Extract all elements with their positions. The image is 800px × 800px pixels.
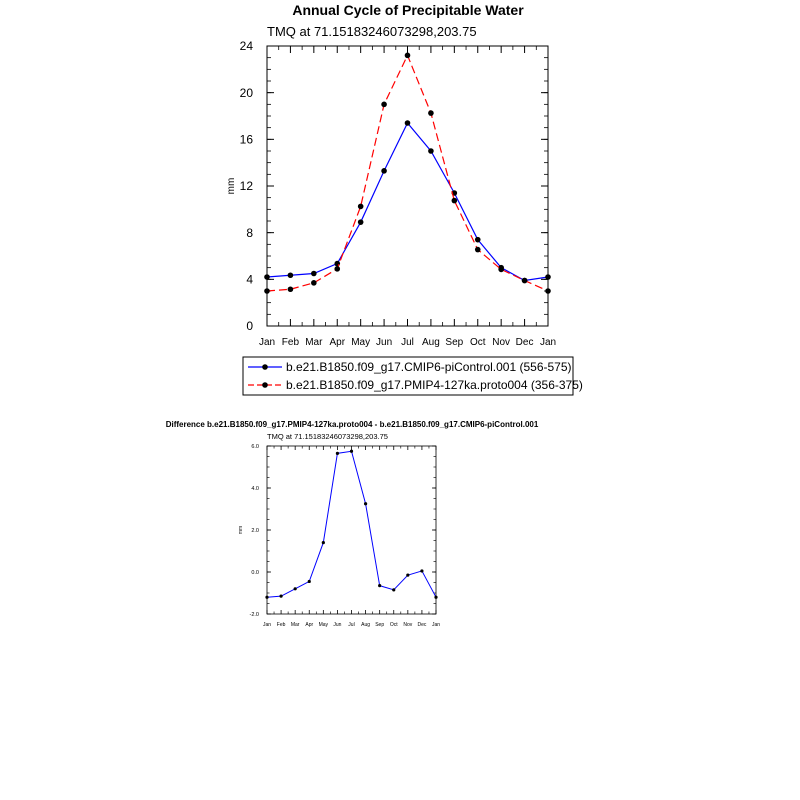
x-tick-label: Aug: [361, 622, 371, 628]
y-tick-label: 12: [239, 179, 253, 194]
chart1-series-line-1: [267, 55, 548, 291]
chart2-series-0-point: [336, 452, 339, 455]
x-tick-label: Jul: [348, 622, 355, 628]
chart2-frame: [267, 446, 436, 614]
y-tick-label: 20: [239, 85, 253, 100]
chart1-series-1-point: [358, 204, 364, 210]
chart1-series-0-point: [264, 274, 270, 280]
x-tick-label: Feb: [276, 622, 286, 628]
x-tick-label: Apr: [329, 337, 346, 348]
x-tick-label: Mar: [305, 337, 323, 348]
chart1-plot-area: [240, 39, 556, 348]
chart2-series-0-point: [322, 541, 325, 544]
legend-label-control: b.e21.B1850.f09_g17.CMIP6-piControl.001 (556-575): [286, 360, 572, 374]
x-tick-label: Dec: [417, 622, 427, 628]
y-tick-label: 8: [246, 225, 253, 240]
chart1-series-0-point: [311, 271, 317, 277]
legend-marker-control: [262, 364, 268, 370]
x-tick-label: Feb: [281, 337, 300, 348]
chart1-series-0-point: [288, 272, 294, 278]
x-tick-label: Oct: [389, 622, 398, 628]
chart1-series-1-point: [405, 53, 411, 59]
y-tick-label: 24: [239, 39, 253, 54]
chart1-series-1-point: [311, 280, 317, 286]
x-tick-label: Sep: [445, 337, 464, 348]
chart2-series-0-point: [392, 588, 395, 591]
y-tick-label: 4.0: [251, 485, 259, 492]
legend-label-127ka: b.e21.B1850.f09_g17.PMIP4-127ka.proto004 (356-375): [286, 378, 583, 392]
chart1-series-0-point: [334, 261, 340, 267]
chart2-series-0-point: [378, 584, 381, 587]
x-tick-label: Jan: [431, 622, 441, 628]
x-tick-label: Jan: [262, 622, 272, 628]
chart2-subtitle: TMQ at 71.15183246073298,203.75: [267, 432, 388, 441]
y-tick-label: 0.0: [251, 569, 259, 576]
chart2-series-0-point: [364, 502, 367, 505]
chart1-series-1-point: [452, 198, 458, 204]
chart1-series-0-point: [405, 120, 411, 126]
chart2-series-0-point: [265, 596, 268, 599]
x-tick-label: Jan: [539, 337, 557, 348]
chart1-series-0-point: [475, 237, 481, 243]
x-tick-label: May: [351, 337, 371, 348]
x-tick-label: Dec: [515, 337, 534, 348]
chart1-series-line-0: [267, 123, 548, 281]
y-tick-label: 0: [246, 319, 253, 334]
chart1-series-1-point: [264, 288, 270, 294]
chart2-title: Difference b.e21.B1850.f09_g17.PMIP4-127ka.proto004 - b.e21.B1850.f09_g17.CMIP6-piControl.001: [165, 420, 539, 429]
x-tick-label: Apr: [305, 622, 314, 628]
chart1-series-1-point: [334, 266, 340, 272]
chart1-title: Annual Cycle of Precipitable Water: [292, 2, 524, 18]
x-tick-label: Jun: [376, 337, 393, 348]
x-tick-label: Mar: [290, 622, 300, 628]
legend-marker-127ka: [262, 382, 268, 388]
chart1-series-1-point: [428, 110, 434, 116]
chart2-ylabel: mm: [238, 525, 244, 535]
chart1-series-0-point: [428, 148, 434, 154]
chart1-legend: [243, 357, 583, 395]
chart2-plot-area: [250, 444, 441, 628]
chart1-series-1-point: [475, 247, 481, 253]
y-tick-label: 4: [246, 272, 253, 287]
chart1-series-1-point: [498, 267, 504, 273]
chart2-series-line-0: [267, 451, 436, 597]
chart1-series-0-point: [358, 219, 364, 225]
y-tick-label: -2.0: [249, 611, 259, 618]
x-tick-label: Jun: [333, 622, 342, 628]
chart2-series-0-point: [406, 574, 409, 577]
chart1-series-1-point: [522, 278, 528, 284]
x-tick-label: Sep: [375, 622, 385, 628]
x-tick-label: Aug: [422, 337, 440, 348]
x-tick-label: Nov: [403, 622, 413, 628]
x-tick-label: Nov: [492, 337, 511, 348]
y-tick-label: 2.0: [251, 527, 259, 534]
y-tick-label: 6.0: [251, 443, 259, 450]
x-tick-label: May: [318, 622, 329, 628]
y-tick-label: 16: [239, 132, 253, 147]
chart2-series-0-point: [294, 587, 297, 590]
chart1-series-0-point: [545, 274, 551, 280]
chart2-series-0-point: [308, 580, 311, 583]
chart1-series-1-point: [545, 288, 551, 294]
x-tick-label: Jul: [401, 337, 414, 348]
chart2-series-0-point: [434, 596, 437, 599]
chart1-series-0-point: [381, 168, 387, 174]
x-tick-label: Jan: [258, 337, 276, 348]
chart2-series-0-point: [279, 595, 282, 598]
chart1-series-1-point: [381, 102, 387, 108]
chart1-subtitle: TMQ at 71.15183246073298,203.75: [267, 24, 477, 39]
chart1-series-1-point: [288, 286, 294, 292]
x-tick-label: Oct: [469, 337, 486, 348]
chart2-series-0-point: [420, 569, 423, 572]
chart1-ylabel: mm: [226, 177, 237, 195]
chart2-series-0-point: [350, 450, 353, 453]
